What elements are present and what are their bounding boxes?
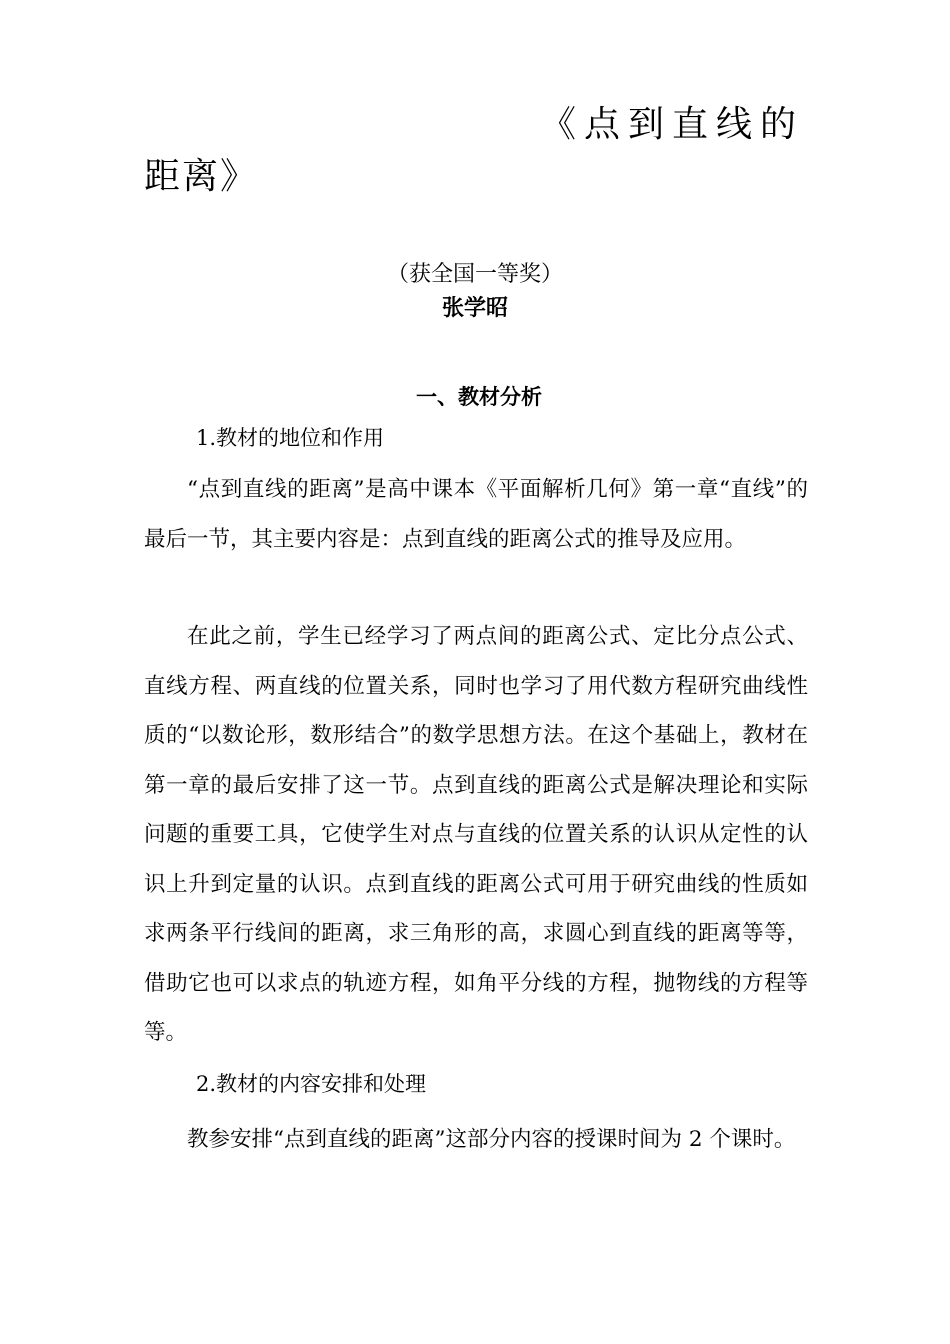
subsection-heading-1: 1.教材的地位和作用 [196, 426, 385, 450]
paragraph-3: 教参安排“点到直线的距离”这部分内容的授课时间为 2 个课时。 [187, 1127, 796, 1152]
document-title-line1: 《点到直线的 [539, 104, 804, 145]
subsection-heading-2: 2.教材的内容安排和处理 [196, 1072, 427, 1096]
paragraph-1: “点到直线的距离”是高中课本《平面解析几何》第一章“直线”的最后一节，其主要内容是：点到直线的距离公式的推导及应用。 [144, 477, 808, 552]
award-subtitle: （获全国一等奖） [386, 262, 563, 287]
document-title-line2: 距离》 [144, 156, 259, 197]
author-name: 张学昭 [441, 296, 508, 321]
paragraph-2: 在此之前，学生已经学习了两点间的距离公式、定比分点公式、直线方程、两直线的位置关系，同时也学习了用代数方程研究曲线性质的“以数论形，数形结合”的数学思想方法。在这个基础上，教材在第一章的最后安排了这一节。点到直线的距离公式是解决理论和实际问题的重要工具，它使学生对点与直线的位置关系的认识从定性的认识上升到定量的认识。点到直线的距离公式可用于研究曲线的性质如求两条平行线间的距离，求三角形的高，求圆心到直线的距离等等，借助它也可以求点的轨迹方程，如角平分线的方程，抛物线的方程等等。 [144, 624, 808, 1045]
section-heading: 一、教材分析 [416, 385, 542, 409]
